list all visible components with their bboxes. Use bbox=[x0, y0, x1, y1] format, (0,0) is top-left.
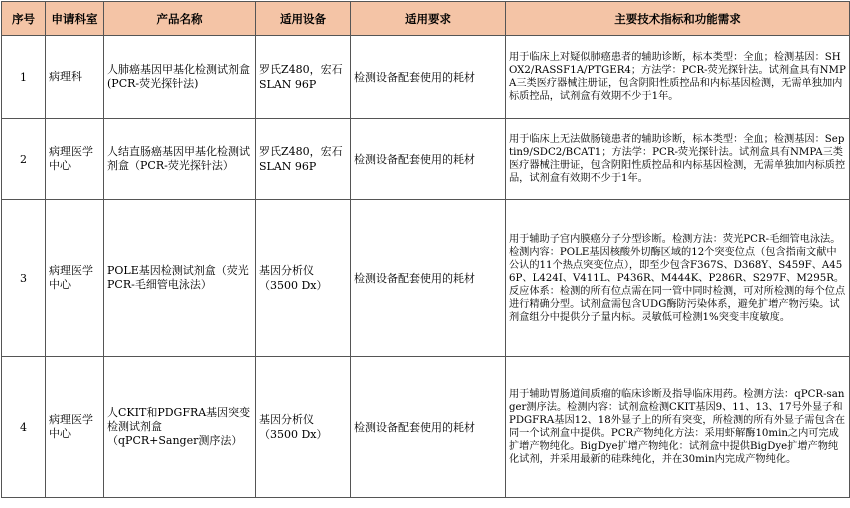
row-index: 1 bbox=[2, 36, 46, 119]
header-device: 适用设备 bbox=[256, 2, 351, 36]
row-requirement: 检测设备配套使用的耗材 bbox=[351, 119, 506, 200]
table-row bbox=[2, 357, 850, 498]
row-department: 病理科 bbox=[46, 36, 104, 119]
row-spec: 用于辅助胃肠道间质瘤的临床诊断及指导临床用药。检测方法：qPCR-sanger测序法。检测内容：试剂盒检测CKIT基因9、11、13、17号外显子和PDGFRA基因12、18外显子上的所有突变，所检测的所有外显子需包含在同一个试剂盒中提供。PCR产物纯化方法：采用虾解酶10min之内可完成扩增产物纯化。BigDye扩增产物纯化：试剂盒中提供BigDye扩增产物纯化试剂，并采用最新的硅珠纯化，并在30min内完成产物纯化。 bbox=[506, 357, 850, 498]
table-row bbox=[2, 200, 850, 357]
row-product-name: 人肺癌基因甲基化检测试剂盒(PCR-荧光探针法) bbox=[104, 36, 256, 119]
row-index: 2 bbox=[2, 119, 46, 200]
row-device: 基因分析仪（3500 Dx） bbox=[256, 357, 351, 498]
row-requirement: 检测设备配套使用的耗材 bbox=[351, 357, 506, 498]
requirements-table bbox=[1, 1, 850, 498]
row-device: 基因分析仪（3500 Dx） bbox=[256, 200, 351, 357]
row-device: 罗氏Z480，宏石SLAN 96P bbox=[256, 119, 351, 200]
row-index: 4 bbox=[2, 357, 46, 498]
table-row bbox=[2, 119, 850, 200]
header-department: 申请科室 bbox=[46, 2, 104, 36]
table-row bbox=[2, 36, 850, 119]
row-spec: 用于临床上无法做肠镜患者的辅助诊断，标本类型：全血；检测基因：Septin9/SDC2/BCAT1；方法学：PCR-荧光探针法。试剂盒具有NMPA三类医疗器械注册证，包含阴阳性质控品和内标基因检测，无需单独加内标质控品，试剂盒有效期不少于1年。 bbox=[506, 119, 850, 200]
row-department: 病理医学中心 bbox=[46, 357, 104, 498]
row-product-name: 人结直肠癌基因甲基化检测试剂盒（PCR-荧光探针法） bbox=[104, 119, 256, 200]
header-row bbox=[2, 2, 850, 36]
header-requirement: 适用要求 bbox=[351, 2, 506, 36]
row-index: 3 bbox=[2, 200, 46, 357]
header-product-name: 产品名称 bbox=[104, 2, 256, 36]
row-spec: 用于临床上对疑似肺癌患者的辅助诊断，标本类型：全血；检测基因：SHOX2/RASSF1A/PTGER4；方法学：PCR-荧光探针法。试剂盒具有NMPA三类医疗器械注册证，包含阴阳性质控品和内标基因检测，无需单独加内标质控品，试剂盒有效期不少于1年。 bbox=[506, 36, 850, 119]
row-department: 病理医学中心 bbox=[46, 200, 104, 357]
header-index: 序号 bbox=[2, 2, 46, 36]
row-requirement: 检测设备配套使用的耗材 bbox=[351, 200, 506, 357]
row-product-name: 人CKIT和PDGFRA基因突变检测试剂盒（qPCR+Sanger测序法） bbox=[104, 357, 256, 498]
row-device: 罗氏Z480，宏石SLAN 96P bbox=[256, 36, 351, 119]
row-product-name: POLE基因检测试剂盒（荧光PCR-毛细管电泳法） bbox=[104, 200, 256, 357]
header-spec: 主要技术指标和功能需求 bbox=[506, 2, 850, 36]
row-requirement: 检测设备配套使用的耗材 bbox=[351, 36, 506, 119]
row-spec: 用于辅助子宫内膜癌分子分型诊断。检测方法：荧光PCR-毛细管电泳法。检测内容：POLE基因核酸外切酶区域的12个突变位点（包含指南文献中公认的11个热点突变位点），即至少包含F367S、D368Y、S459F、A456P、L424I、V411L、P436R、M444K、P286R、S297F、M295R。反应体系：检测的所有位点需在同一管中同时检测，可对所检测的每个位点进行精确分型。试剂盒需包含UDG酶防污染体系，避免扩增产物污染。试剂盒组分中提供分子量内标。灵敏低可检测1%突变丰度敏度。 bbox=[506, 200, 850, 357]
row-department: 病理医学中心 bbox=[46, 119, 104, 200]
